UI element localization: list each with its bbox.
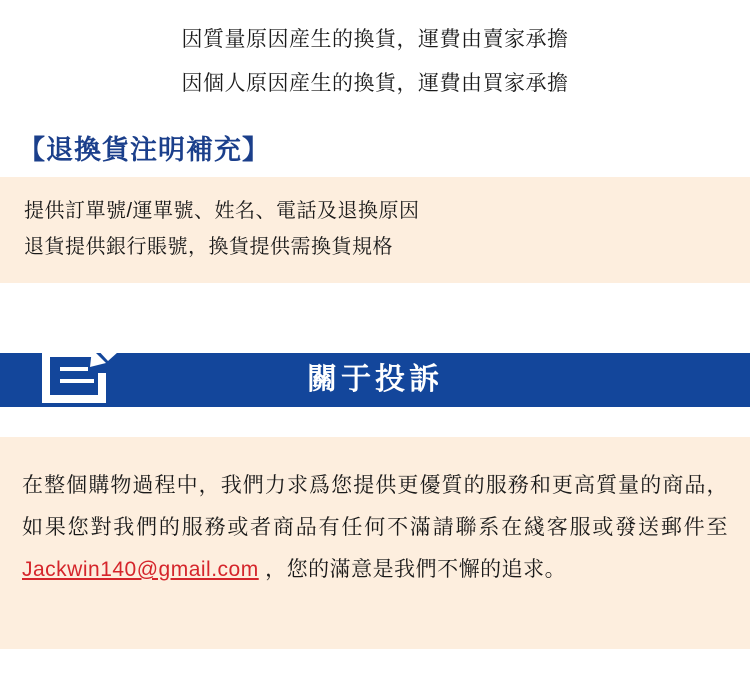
policy-lines — [0, 0, 750, 106]
complaint-text-before: 在整個購物過程中，我們力求爲您提供更優質的服務和更高質量的商品，如果您對我們的服務或者商品有任何不滿請聯系在綫客服或發送郵件至 — [22, 474, 728, 539]
pencil-edit-icon — [36, 333, 132, 407]
complaint-text-after: ，您的滿意是我們不懈的追求。 — [258, 558, 567, 581]
policy-line-personal: 因個人原因産生的換貨，運費由買家承擔 — [181, 72, 569, 95]
note-section-heading: 【退換貨注明補充】 — [18, 135, 270, 165]
note-line-info: 提供訂單號/運單號、姓名、電話及退換原因 — [24, 200, 420, 222]
note-box — [0, 177, 750, 283]
complaint-banner — [0, 331, 750, 407]
note-line-bank: 退貨提供銀行賬號，換貨提供需換貨規格 — [24, 236, 393, 258]
complaint-box — [0, 437, 750, 649]
support-email-link[interactable]: Jackwin140@gmail.com — [22, 558, 259, 581]
complaint-text — [22, 465, 728, 591]
banner-title: 關于投訴 — [307, 363, 443, 396]
policy-line-quality: 因質量原因産生的換貨，運費由賣家承擔 — [181, 28, 569, 51]
